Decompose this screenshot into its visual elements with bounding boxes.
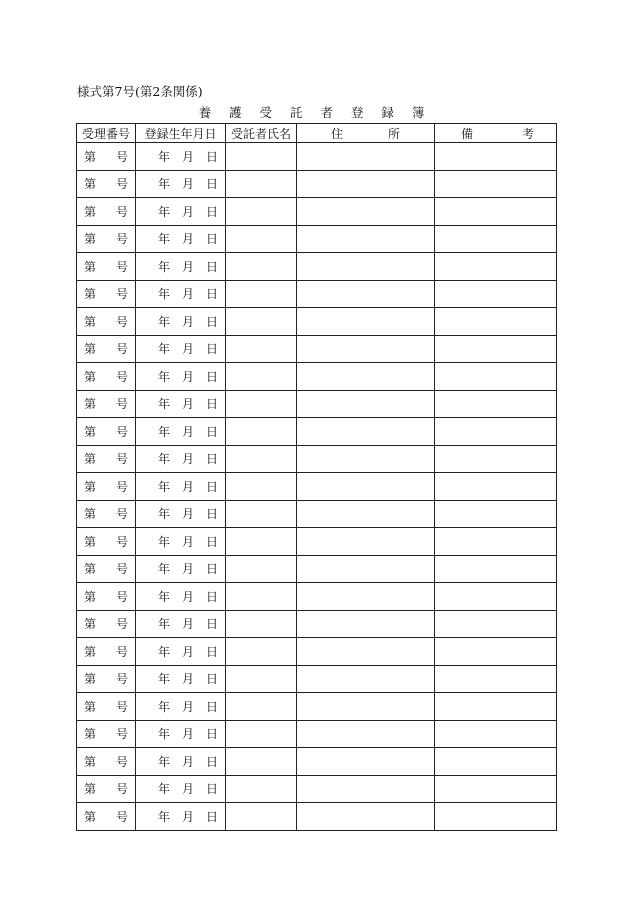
number-suffix: 号 <box>115 617 128 632</box>
header-address-right: 所 <box>387 126 400 141</box>
number-prefix: 第 <box>84 149 97 164</box>
year-label: 年 <box>157 479 170 494</box>
year-label: 年 <box>157 699 170 714</box>
table-row <box>77 665 557 693</box>
remarks-cell[interactable] <box>435 610 557 638</box>
address-cell[interactable] <box>297 418 435 446</box>
year-label: 年 <box>157 314 170 329</box>
address-cell[interactable] <box>297 720 435 748</box>
number-prefix: 第 <box>84 424 97 439</box>
number-prefix: 第 <box>84 727 97 742</box>
header-registration-date: 登録生年月日 <box>136 124 226 143</box>
year-label: 年 <box>157 259 170 274</box>
remarks-cell[interactable] <box>435 803 557 831</box>
number-suffix: 号 <box>115 177 128 192</box>
remarks-cell[interactable] <box>435 418 557 446</box>
registration-date-cell[interactable] <box>136 143 226 171</box>
registration-date-cell[interactable] <box>136 583 226 611</box>
day-label: 日 <box>205 287 218 302</box>
day-label: 日 <box>205 562 218 577</box>
day-label: 日 <box>205 452 218 467</box>
month-label: 月 <box>181 644 194 659</box>
number-prefix: 第 <box>84 314 97 329</box>
receipt-number-cell[interactable] <box>77 335 136 363</box>
receipt-number-cell[interactable] <box>77 748 136 776</box>
year-label: 年 <box>157 727 170 742</box>
address-cell[interactable] <box>297 308 435 336</box>
number-prefix: 第 <box>84 754 97 769</box>
day-label: 日 <box>205 672 218 687</box>
number-prefix: 第 <box>84 617 97 632</box>
year-label: 年 <box>157 589 170 604</box>
table-row <box>77 280 557 308</box>
table-row <box>77 693 557 721</box>
number-prefix: 第 <box>84 259 97 274</box>
month-label: 月 <box>181 342 194 357</box>
number-prefix: 第 <box>84 672 97 687</box>
address-cell[interactable] <box>297 638 435 666</box>
number-suffix: 号 <box>115 204 128 219</box>
number-prefix: 第 <box>84 644 97 659</box>
table-row <box>77 445 557 473</box>
receipt-number-cell[interactable] <box>77 775 136 803</box>
receipt-number-cell[interactable] <box>77 170 136 198</box>
day-label: 日 <box>205 507 218 522</box>
day-label: 日 <box>205 754 218 769</box>
trustee-name-cell[interactable] <box>226 555 297 583</box>
month-label: 月 <box>181 782 194 797</box>
number-prefix: 第 <box>84 452 97 467</box>
trustee-name-cell[interactable] <box>226 583 297 611</box>
receipt-number-cell[interactable] <box>77 143 136 171</box>
number-suffix: 号 <box>115 314 128 329</box>
year-label: 年 <box>157 342 170 357</box>
year-label: 年 <box>157 397 170 412</box>
number-suffix: 号 <box>115 479 128 494</box>
receipt-number-cell[interactable] <box>77 803 136 831</box>
year-label: 年 <box>157 809 170 824</box>
header-receipt-number: 受理番号 <box>77 124 136 143</box>
year-label: 年 <box>157 232 170 247</box>
registration-date-cell[interactable] <box>136 363 226 391</box>
trustee-name-cell[interactable] <box>226 363 297 391</box>
header-address-left: 住 <box>331 126 344 141</box>
registration-date-cell[interactable] <box>136 198 226 226</box>
registration-date-cell[interactable] <box>136 308 226 336</box>
receipt-number-cell[interactable] <box>77 225 136 253</box>
address-cell[interactable] <box>297 610 435 638</box>
month-label: 月 <box>181 754 194 769</box>
number-suffix: 号 <box>115 644 128 659</box>
number-suffix: 号 <box>115 809 128 824</box>
remarks-cell[interactable] <box>435 335 557 363</box>
address-cell[interactable] <box>297 225 435 253</box>
table-row <box>77 720 557 748</box>
year-label: 年 <box>157 369 170 384</box>
year-label: 年 <box>157 452 170 467</box>
number-suffix: 号 <box>115 452 128 467</box>
registration-date-cell[interactable] <box>136 335 226 363</box>
number-prefix: 第 <box>84 287 97 302</box>
month-label: 月 <box>181 617 194 632</box>
trustee-name-cell[interactable] <box>226 528 297 556</box>
table-row <box>77 500 557 528</box>
address-cell[interactable] <box>297 445 435 473</box>
year-label: 年 <box>157 204 170 219</box>
remarks-cell[interactable] <box>435 528 557 556</box>
header-remarks-left: 備 <box>461 126 474 141</box>
year-label: 年 <box>157 149 170 164</box>
trustee-name-cell[interactable] <box>226 775 297 803</box>
year-label: 年 <box>157 507 170 522</box>
address-cell[interactable] <box>297 775 435 803</box>
year-label: 年 <box>157 782 170 797</box>
month-label: 月 <box>181 259 194 274</box>
remarks-cell[interactable] <box>435 693 557 721</box>
day-label: 日 <box>205 782 218 797</box>
remarks-cell[interactable] <box>435 583 557 611</box>
number-prefix: 第 <box>84 204 97 219</box>
trustee-name-cell[interactable] <box>226 610 297 638</box>
month-label: 月 <box>181 177 194 192</box>
day-label: 日 <box>205 727 218 742</box>
registration-date-cell[interactable] <box>136 500 226 528</box>
registration-date-cell[interactable] <box>136 555 226 583</box>
table-row <box>77 225 557 253</box>
day-label: 日 <box>205 479 218 494</box>
receipt-number-cell[interactable] <box>77 693 136 721</box>
year-label: 年 <box>157 424 170 439</box>
trustee-name-cell[interactable] <box>226 720 297 748</box>
table-row <box>77 253 557 281</box>
table-row <box>77 390 557 418</box>
trustee-name-cell[interactable] <box>226 335 297 363</box>
year-label: 年 <box>157 754 170 769</box>
table-row <box>77 170 557 198</box>
registration-date-cell[interactable] <box>136 775 226 803</box>
receipt-number-cell[interactable] <box>77 583 136 611</box>
day-label: 日 <box>205 699 218 714</box>
table-row <box>77 803 557 831</box>
table-row <box>77 583 557 611</box>
trustee-name-cell[interactable] <box>226 170 297 198</box>
year-label: 年 <box>157 534 170 549</box>
trustee-name-cell[interactable] <box>226 253 297 281</box>
number-suffix: 号 <box>115 507 128 522</box>
header-address <box>297 124 435 143</box>
address-cell[interactable] <box>297 473 435 501</box>
remarks-cell[interactable] <box>435 445 557 473</box>
receipt-number-cell[interactable] <box>77 555 136 583</box>
registration-date-cell[interactable] <box>136 170 226 198</box>
number-suffix: 号 <box>115 782 128 797</box>
header-remarks-right: 考 <box>521 126 534 141</box>
number-suffix: 号 <box>115 149 128 164</box>
address-cell[interactable] <box>297 253 435 281</box>
table-row <box>77 335 557 363</box>
address-cell[interactable] <box>297 528 435 556</box>
number-suffix: 号 <box>115 342 128 357</box>
address-cell[interactable] <box>297 555 435 583</box>
table-row <box>77 528 557 556</box>
number-suffix: 号 <box>115 287 128 302</box>
trustee-name-cell[interactable] <box>226 445 297 473</box>
number-suffix: 号 <box>115 562 128 577</box>
number-prefix: 第 <box>84 809 97 824</box>
day-label: 日 <box>205 149 218 164</box>
registration-date-cell[interactable] <box>136 253 226 281</box>
trustee-name-cell[interactable] <box>226 665 297 693</box>
number-suffix: 号 <box>115 534 128 549</box>
table-row <box>77 775 557 803</box>
number-suffix: 号 <box>115 369 128 384</box>
trustee-name-cell[interactable] <box>226 225 297 253</box>
remarks-cell[interactable] <box>435 720 557 748</box>
receipt-number-cell[interactable] <box>77 610 136 638</box>
month-label: 月 <box>181 562 194 577</box>
address-cell[interactable] <box>297 665 435 693</box>
address-cell[interactable] <box>297 143 435 171</box>
month-label: 月 <box>181 589 194 604</box>
address-cell[interactable] <box>297 803 435 831</box>
registration-date-cell[interactable] <box>136 225 226 253</box>
receipt-number-cell[interactable] <box>77 473 136 501</box>
day-label: 日 <box>205 259 218 274</box>
address-cell[interactable] <box>297 335 435 363</box>
month-label: 月 <box>181 232 194 247</box>
trustee-name-cell[interactable] <box>226 473 297 501</box>
document-title: 養 護 受 託 者 登 録 簿 <box>198 105 432 120</box>
address-cell[interactable] <box>297 583 435 611</box>
month-label: 月 <box>181 479 194 494</box>
address-cell[interactable] <box>297 693 435 721</box>
number-prefix: 第 <box>84 699 97 714</box>
day-label: 日 <box>205 534 218 549</box>
table-row <box>77 638 557 666</box>
registration-date-cell[interactable] <box>136 638 226 666</box>
remarks-cell[interactable] <box>435 363 557 391</box>
header-trustee-name: 受託者氏名 <box>226 124 297 143</box>
month-label: 月 <box>181 809 194 824</box>
receipt-number-cell[interactable] <box>77 280 136 308</box>
month-label: 月 <box>181 369 194 384</box>
remarks-cell[interactable] <box>435 775 557 803</box>
month-label: 月 <box>181 314 194 329</box>
day-label: 日 <box>205 644 218 659</box>
number-suffix: 号 <box>115 232 128 247</box>
month-label: 月 <box>181 452 194 467</box>
trustee-name-cell[interactable] <box>226 390 297 418</box>
month-label: 月 <box>181 149 194 164</box>
receipt-number-cell[interactable] <box>77 665 136 693</box>
trustee-name-cell[interactable] <box>226 638 297 666</box>
form-number-label: 様式第7号(第2条関係) <box>77 84 203 99</box>
number-suffix: 号 <box>115 699 128 714</box>
number-prefix: 第 <box>84 177 97 192</box>
month-label: 月 <box>181 287 194 302</box>
month-label: 月 <box>181 204 194 219</box>
remarks-cell[interactable] <box>435 198 557 226</box>
address-cell[interactable] <box>297 390 435 418</box>
number-suffix: 号 <box>115 589 128 604</box>
number-prefix: 第 <box>84 589 97 604</box>
registration-date-cell[interactable] <box>136 693 226 721</box>
address-cell[interactable] <box>297 198 435 226</box>
receipt-number-cell[interactable] <box>77 720 136 748</box>
address-cell[interactable] <box>297 363 435 391</box>
number-prefix: 第 <box>84 507 97 522</box>
register-table <box>76 123 557 831</box>
day-label: 日 <box>205 342 218 357</box>
number-suffix: 号 <box>115 424 128 439</box>
year-label: 年 <box>157 287 170 302</box>
number-prefix: 第 <box>84 369 97 384</box>
registration-date-cell[interactable] <box>136 748 226 776</box>
year-label: 年 <box>157 644 170 659</box>
registration-date-cell[interactable] <box>136 473 226 501</box>
trustee-name-cell[interactable] <box>226 280 297 308</box>
remarks-cell[interactable] <box>435 638 557 666</box>
trustee-name-cell[interactable] <box>226 803 297 831</box>
day-label: 日 <box>205 589 218 604</box>
year-label: 年 <box>157 672 170 687</box>
year-label: 年 <box>157 617 170 632</box>
receipt-number-cell[interactable] <box>77 308 136 336</box>
address-cell[interactable] <box>297 500 435 528</box>
remarks-cell[interactable] <box>435 473 557 501</box>
remarks-cell[interactable] <box>435 143 557 171</box>
month-label: 月 <box>181 424 194 439</box>
header-remarks <box>435 124 557 143</box>
number-prefix: 第 <box>84 479 97 494</box>
remarks-cell[interactable] <box>435 555 557 583</box>
number-suffix: 号 <box>115 397 128 412</box>
trustee-name-cell[interactable] <box>226 693 297 721</box>
receipt-number-cell[interactable] <box>77 418 136 446</box>
number-prefix: 第 <box>84 342 97 357</box>
remarks-cell[interactable] <box>435 748 557 776</box>
day-label: 日 <box>205 617 218 632</box>
receipt-number-cell[interactable] <box>77 500 136 528</box>
number-suffix: 号 <box>115 727 128 742</box>
table-row <box>77 610 557 638</box>
number-prefix: 第 <box>84 397 97 412</box>
receipt-number-cell[interactable] <box>77 198 136 226</box>
receipt-number-cell[interactable] <box>77 528 136 556</box>
number-prefix: 第 <box>84 534 97 549</box>
number-suffix: 号 <box>115 754 128 769</box>
register-rows <box>77 143 557 831</box>
day-label: 日 <box>205 424 218 439</box>
remarks-cell[interactable] <box>435 225 557 253</box>
table-row <box>77 473 557 501</box>
day-label: 日 <box>205 314 218 329</box>
number-prefix: 第 <box>84 562 97 577</box>
registration-date-cell[interactable] <box>136 445 226 473</box>
day-label: 日 <box>205 369 218 384</box>
registration-date-cell[interactable] <box>136 528 226 556</box>
number-prefix: 第 <box>84 782 97 797</box>
trustee-name-cell[interactable] <box>226 500 297 528</box>
receipt-number-cell[interactable] <box>77 445 136 473</box>
month-label: 月 <box>181 727 194 742</box>
remarks-cell[interactable] <box>435 500 557 528</box>
day-label: 日 <box>205 204 218 219</box>
year-label: 年 <box>157 562 170 577</box>
trustee-name-cell[interactable] <box>226 308 297 336</box>
day-label: 日 <box>205 809 218 824</box>
header-row <box>77 124 557 143</box>
remarks-cell[interactable] <box>435 170 557 198</box>
table-row <box>77 308 557 336</box>
table-row <box>77 143 557 171</box>
year-label: 年 <box>157 177 170 192</box>
table-row <box>77 555 557 583</box>
registration-date-cell[interactable] <box>136 280 226 308</box>
number-suffix: 号 <box>115 259 128 274</box>
remarks-cell[interactable] <box>435 280 557 308</box>
month-label: 月 <box>181 397 194 412</box>
month-label: 月 <box>181 699 194 714</box>
receipt-number-cell[interactable] <box>77 253 136 281</box>
registration-date-cell[interactable] <box>136 720 226 748</box>
remarks-cell[interactable] <box>435 308 557 336</box>
trustee-name-cell[interactable] <box>226 418 297 446</box>
receipt-number-cell[interactable] <box>77 363 136 391</box>
receipt-number-cell[interactable] <box>77 638 136 666</box>
trustee-name-cell[interactable] <box>226 198 297 226</box>
receipt-number-cell[interactable] <box>77 390 136 418</box>
address-cell[interactable] <box>297 170 435 198</box>
remarks-cell[interactable] <box>435 665 557 693</box>
registration-date-cell[interactable] <box>136 610 226 638</box>
month-label: 月 <box>181 534 194 549</box>
registration-date-cell[interactable] <box>136 418 226 446</box>
number-suffix: 号 <box>115 672 128 687</box>
address-cell[interactable] <box>297 748 435 776</box>
table-row <box>77 363 557 391</box>
table-row <box>77 418 557 446</box>
trustee-name-cell[interactable] <box>226 143 297 171</box>
number-prefix: 第 <box>84 232 97 247</box>
trustee-name-cell[interactable] <box>226 748 297 776</box>
registration-date-cell[interactable] <box>136 390 226 418</box>
month-label: 月 <box>181 507 194 522</box>
remarks-cell[interactable] <box>435 253 557 281</box>
table-row <box>77 748 557 776</box>
address-cell[interactable] <box>297 280 435 308</box>
table-row <box>77 198 557 226</box>
registration-date-cell[interactable] <box>136 665 226 693</box>
registration-date-cell[interactable] <box>136 803 226 831</box>
day-label: 日 <box>205 177 218 192</box>
remarks-cell[interactable] <box>435 390 557 418</box>
month-label: 月 <box>181 672 194 687</box>
day-label: 日 <box>205 232 218 247</box>
day-label: 日 <box>205 397 218 412</box>
